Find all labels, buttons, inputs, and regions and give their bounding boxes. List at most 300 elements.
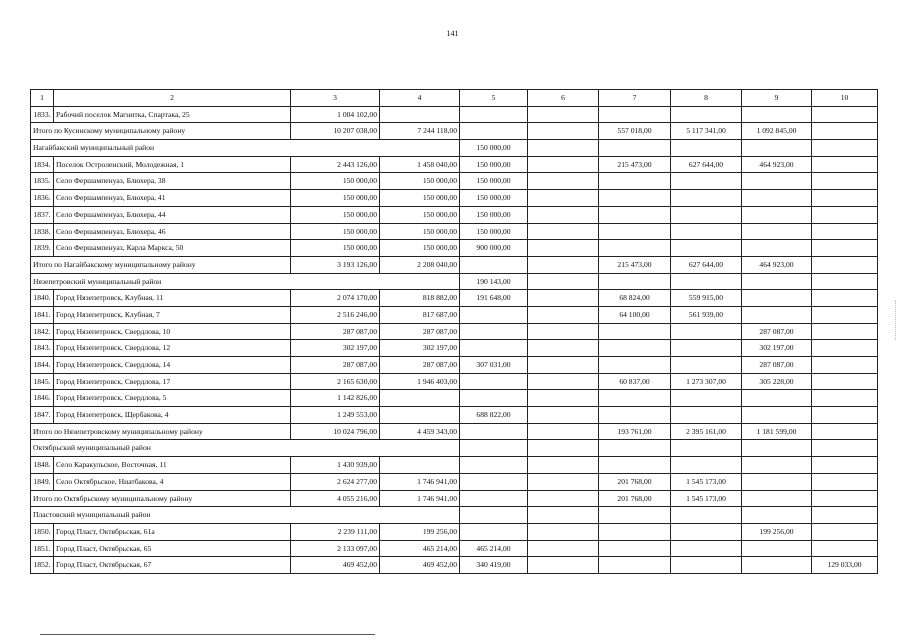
scan-artifact	[895, 300, 899, 340]
value-cell-10	[812, 190, 878, 207]
value-cell-6	[528, 240, 599, 257]
value-cell-9	[742, 273, 812, 290]
total-label: Итого по Нагайбакскому муниципальному району	[31, 256, 291, 273]
value-cell-3: 150 000,00	[291, 190, 380, 207]
value-cell-3: 287 087,00	[291, 323, 380, 340]
value-cell-3: 302 197,00	[291, 340, 380, 357]
value-cell-7: 193 761,00	[599, 423, 671, 440]
value-cell-8	[671, 507, 742, 524]
address-cell: Село Фершампенуаз, Блюхера, 44	[54, 206, 291, 223]
value-cell-5: 465 214,00	[460, 540, 528, 557]
value-cell-7	[599, 273, 671, 290]
table-row	[31, 357, 878, 374]
value-cell-10	[812, 156, 878, 173]
row-number: 1846.	[31, 390, 54, 407]
table-row	[31, 206, 878, 223]
value-cell-7	[599, 457, 671, 474]
address-cell: Рабочий поселок Магнитка, Спартака, 25	[54, 106, 291, 123]
value-cell-8	[671, 106, 742, 123]
district-name: Пластовский муниципальный район	[31, 507, 460, 524]
column-header: 10	[812, 90, 878, 107]
value-cell-7	[599, 240, 671, 257]
value-cell-9	[742, 457, 812, 474]
value-cell-9	[742, 290, 812, 307]
value-cell-3: 2 074 170,00	[291, 290, 380, 307]
value-cell-9	[742, 557, 812, 574]
value-cell-10	[812, 323, 878, 340]
value-cell-8: 1 545 173,00	[671, 473, 742, 490]
address-cell: Город Нязепетровск, Щербакова, 4	[54, 407, 291, 424]
value-cell-8: 561 939,00	[671, 306, 742, 323]
row-number: 1851.	[31, 540, 54, 557]
value-cell-4: 150 000,00	[380, 223, 460, 240]
row-number: 1850.	[31, 523, 54, 540]
value-cell-3: 150 000,00	[291, 206, 380, 223]
value-cell-9	[742, 206, 812, 223]
value-cell-10	[812, 373, 878, 390]
table-header-row	[31, 90, 878, 107]
value-cell-5: 150 000,00	[460, 173, 528, 190]
value-cell-5: 150 000,00	[460, 140, 528, 157]
value-cell-4: 465 214,00	[380, 540, 460, 557]
value-cell-10	[812, 490, 878, 507]
value-cell-4	[380, 457, 460, 474]
row-number: 1837.	[31, 206, 54, 223]
value-cell-10	[812, 540, 878, 557]
value-cell-5	[460, 423, 528, 440]
row-number: 1836.	[31, 190, 54, 207]
district-header-row	[31, 273, 878, 290]
value-cell-6	[528, 357, 599, 374]
value-cell-7	[599, 190, 671, 207]
value-cell-5	[460, 523, 528, 540]
row-number: 1833.	[31, 106, 54, 123]
value-cell-8	[671, 240, 742, 257]
value-cell-4: 817 687,00	[380, 306, 460, 323]
value-cell-6	[528, 540, 599, 557]
district-name: Октябрьский муниципальный район	[31, 440, 460, 457]
total-row	[31, 256, 878, 273]
value-cell-5	[460, 306, 528, 323]
value-cell-10	[812, 140, 878, 157]
table-row	[31, 540, 878, 557]
value-cell-3: 2 516 246,00	[291, 306, 380, 323]
column-header: 7	[599, 90, 671, 107]
value-cell-6	[528, 423, 599, 440]
table-row	[31, 457, 878, 474]
row-number: 1848.	[31, 457, 54, 474]
value-cell-4: 287 087,00	[380, 323, 460, 340]
value-cell-10	[812, 123, 878, 140]
row-number: 1840.	[31, 290, 54, 307]
value-cell-5	[460, 340, 528, 357]
value-cell-9: 199 256,00	[742, 523, 812, 540]
value-cell-9	[742, 490, 812, 507]
address-cell: Поселок Остроленский, Молодежная, 1	[54, 156, 291, 173]
value-cell-8	[671, 173, 742, 190]
value-cell-4	[380, 390, 460, 407]
value-cell-6	[528, 557, 599, 574]
value-cell-7	[599, 106, 671, 123]
register-table	[30, 89, 878, 574]
row-number: 1843.	[31, 340, 54, 357]
value-cell-6	[528, 306, 599, 323]
value-cell-6	[528, 223, 599, 240]
table-row	[31, 340, 878, 357]
value-cell-8	[671, 540, 742, 557]
row-number: 1845.	[31, 373, 54, 390]
value-cell-10	[812, 106, 878, 123]
value-cell-7: 68 824,00	[599, 290, 671, 307]
value-cell-8: 1 545 173,00	[671, 490, 742, 507]
value-cell-7	[599, 323, 671, 340]
value-cell-9	[742, 106, 812, 123]
district-header-row	[31, 140, 878, 157]
value-cell-7	[599, 440, 671, 457]
value-cell-8: 5 117 341,00	[671, 123, 742, 140]
value-cell-8	[671, 390, 742, 407]
district-header-row	[31, 440, 878, 457]
value-cell-7: 60 837,00	[599, 373, 671, 390]
value-cell-9	[742, 440, 812, 457]
address-cell: Город Пласт, Октябрьская, 61а	[54, 523, 291, 540]
value-cell-8: 627 644,00	[671, 256, 742, 273]
value-cell-6	[528, 457, 599, 474]
table-row	[31, 106, 878, 123]
value-cell-7: 215 473,00	[599, 256, 671, 273]
value-cell-10	[812, 223, 878, 240]
total-label: Итого по Кусинскому муниципальному району	[31, 123, 291, 140]
value-cell-7	[599, 140, 671, 157]
value-cell-5: 340 419,00	[460, 557, 528, 574]
district-name: Нязепетровский муниципальный район	[31, 273, 460, 290]
row-number: 1844.	[31, 357, 54, 374]
row-number: 1834.	[31, 156, 54, 173]
value-cell-10	[812, 290, 878, 307]
value-cell-7: 64 100,00	[599, 306, 671, 323]
value-cell-3: 4 055 216,00	[291, 490, 380, 507]
value-cell-10: 129 033,00	[812, 557, 878, 574]
value-cell-4: 1 746 941,00	[380, 473, 460, 490]
value-cell-4: 150 000,00	[380, 190, 460, 207]
value-cell-8	[671, 190, 742, 207]
value-cell-6	[528, 390, 599, 407]
value-cell-6	[528, 490, 599, 507]
value-cell-7: 201 768,00	[599, 473, 671, 490]
value-cell-4: 1 458 040,00	[380, 156, 460, 173]
row-number: 1835.	[31, 173, 54, 190]
value-cell-6	[528, 290, 599, 307]
value-cell-10	[812, 457, 878, 474]
column-header: 5	[460, 90, 528, 107]
value-cell-8	[671, 323, 742, 340]
table-row	[31, 290, 878, 307]
value-cell-3: 150 000,00	[291, 223, 380, 240]
value-cell-3: 2 443 126,00	[291, 156, 380, 173]
table-row	[31, 156, 878, 173]
value-cell-9	[742, 173, 812, 190]
value-cell-6	[528, 190, 599, 207]
value-cell-4	[380, 106, 460, 123]
value-cell-4: 469 452,00	[380, 557, 460, 574]
value-cell-10	[812, 407, 878, 424]
row-number: 1852.	[31, 557, 54, 574]
value-cell-10	[812, 340, 878, 357]
value-cell-6	[528, 140, 599, 157]
district-name: Нагайбакский муниципальный район	[31, 140, 460, 157]
value-cell-7	[599, 223, 671, 240]
address-cell: Село Фершампенуаз, Блюхера, 41	[54, 190, 291, 207]
value-cell-5: 307 031,00	[460, 357, 528, 374]
value-cell-5: 900 000,00	[460, 240, 528, 257]
value-cell-9	[742, 407, 812, 424]
value-cell-5	[460, 390, 528, 407]
value-cell-9: 464 923,00	[742, 256, 812, 273]
value-cell-8	[671, 273, 742, 290]
value-cell-5	[460, 106, 528, 123]
value-cell-7	[599, 540, 671, 557]
value-cell-3: 2 165 630,00	[291, 373, 380, 390]
value-cell-9: 287 087,00	[742, 357, 812, 374]
value-cell-4: 150 000,00	[380, 240, 460, 257]
total-label: Итого по Октябрьскому муниципальному району	[31, 490, 291, 507]
value-cell-4: 2 208 040,00	[380, 256, 460, 273]
value-cell-8: 1 273 307,00	[671, 373, 742, 390]
district-header-row	[31, 507, 878, 524]
address-cell: Город Нязепетровск, Клубная, 11	[54, 290, 291, 307]
value-cell-3: 1 004 102,00	[291, 106, 380, 123]
value-cell-4	[380, 407, 460, 424]
value-cell-9	[742, 540, 812, 557]
value-cell-10	[812, 357, 878, 374]
value-cell-3: 3 193 126,00	[291, 256, 380, 273]
address-cell: Город Нязепетровск, Клубная, 7	[54, 306, 291, 323]
value-cell-4: 818 882,00	[380, 290, 460, 307]
address-cell: Село Фершампенуаз, Блюхера, 38	[54, 173, 291, 190]
value-cell-9	[742, 240, 812, 257]
row-number: 1842.	[31, 323, 54, 340]
row-number: 1847.	[31, 407, 54, 424]
address-cell: Город Нязепетровск, Свердлова, 17	[54, 373, 291, 390]
value-cell-8	[671, 223, 742, 240]
table-row	[31, 523, 878, 540]
value-cell-6	[528, 507, 599, 524]
value-cell-6	[528, 206, 599, 223]
value-cell-5	[460, 457, 528, 474]
column-header: 8	[671, 90, 742, 107]
value-cell-3: 2 133 097,00	[291, 540, 380, 557]
value-cell-4: 287 087,00	[380, 357, 460, 374]
value-cell-3: 287 087,00	[291, 357, 380, 374]
value-cell-7	[599, 206, 671, 223]
value-cell-9	[742, 223, 812, 240]
value-cell-10	[812, 390, 878, 407]
value-cell-6	[528, 156, 599, 173]
value-cell-9	[742, 190, 812, 207]
value-cell-5: 150 000,00	[460, 223, 528, 240]
value-cell-5: 150 000,00	[460, 190, 528, 207]
value-cell-8	[671, 523, 742, 540]
value-cell-9: 287 087,00	[742, 323, 812, 340]
address-cell: Город Нязепетровск, Свердлова, 12	[54, 340, 291, 357]
value-cell-5	[460, 490, 528, 507]
value-cell-7	[599, 357, 671, 374]
value-cell-10	[812, 473, 878, 490]
value-cell-7: 201 768,00	[599, 490, 671, 507]
column-header: 6	[528, 90, 599, 107]
table-row	[31, 407, 878, 424]
table-row	[31, 190, 878, 207]
value-cell-10	[812, 423, 878, 440]
value-cell-9	[742, 306, 812, 323]
value-cell-8	[671, 340, 742, 357]
value-cell-8	[671, 140, 742, 157]
total-row	[31, 123, 878, 140]
value-cell-8	[671, 457, 742, 474]
table-row	[31, 323, 878, 340]
row-number: 1839.	[31, 240, 54, 257]
value-cell-10	[812, 206, 878, 223]
value-cell-5: 688 822,00	[460, 407, 528, 424]
value-cell-6	[528, 256, 599, 273]
value-cell-4: 199 256,00	[380, 523, 460, 540]
value-cell-6	[528, 440, 599, 457]
value-cell-5: 150 000,00	[460, 206, 528, 223]
value-cell-3: 150 000,00	[291, 240, 380, 257]
table-row	[31, 173, 878, 190]
value-cell-4: 150 000,00	[380, 206, 460, 223]
value-cell-4: 150 000,00	[380, 173, 460, 190]
value-cell-9	[742, 507, 812, 524]
value-cell-6	[528, 323, 599, 340]
value-cell-6	[528, 373, 599, 390]
address-cell: Село Фершампенуаз, Блюхера, 46	[54, 223, 291, 240]
address-cell: Село Каракульское, Восточная, 11	[54, 457, 291, 474]
table-row	[31, 223, 878, 240]
value-cell-10	[812, 173, 878, 190]
value-cell-5	[460, 373, 528, 390]
value-cell-5	[460, 323, 528, 340]
table-row	[31, 390, 878, 407]
value-cell-6	[528, 523, 599, 540]
value-cell-4: 4 459 343,00	[380, 423, 460, 440]
address-cell: Село Октябрьское, Ниатбакова, 4	[54, 473, 291, 490]
total-label: Итого по Нязепетровскому муниципальному району	[31, 423, 291, 440]
total-row	[31, 423, 878, 440]
value-cell-8	[671, 407, 742, 424]
table-row	[31, 373, 878, 390]
address-cell: Село Фершампенуаз, Карла Маркса, 50	[54, 240, 291, 257]
column-header: 1	[31, 90, 54, 107]
value-cell-5	[460, 123, 528, 140]
value-cell-4: 302 197,00	[380, 340, 460, 357]
value-cell-9	[742, 140, 812, 157]
value-cell-6	[528, 473, 599, 490]
value-cell-10	[812, 306, 878, 323]
value-cell-4: 1 946 403,00	[380, 373, 460, 390]
value-cell-7	[599, 523, 671, 540]
address-cell: Город Нязепетровск, Свердлова, 14	[54, 357, 291, 374]
address-cell: Город Пласт, Октябрьская, 67	[54, 557, 291, 574]
address-cell: Город Нязепетровск, Свердлова, 10	[54, 323, 291, 340]
value-cell-8: 627 644,00	[671, 156, 742, 173]
value-cell-8	[671, 206, 742, 223]
value-cell-9: 302 197,00	[742, 340, 812, 357]
value-cell-5	[460, 507, 528, 524]
column-header: 2	[54, 90, 291, 107]
value-cell-7	[599, 507, 671, 524]
value-cell-5	[460, 256, 528, 273]
value-cell-3: 1 249 553,00	[291, 407, 380, 424]
value-cell-9	[742, 390, 812, 407]
value-cell-8	[671, 440, 742, 457]
value-cell-9: 464 923,00	[742, 156, 812, 173]
footnote-separator	[40, 634, 375, 635]
value-cell-3: 2 624 277,00	[291, 473, 380, 490]
value-cell-10	[812, 256, 878, 273]
table-row	[31, 306, 878, 323]
value-cell-10	[812, 240, 878, 257]
value-cell-10	[812, 440, 878, 457]
value-cell-4: 1 746 941,00	[380, 490, 460, 507]
value-cell-7	[599, 390, 671, 407]
value-cell-6	[528, 123, 599, 140]
value-cell-6	[528, 106, 599, 123]
value-cell-3: 150 000,00	[291, 173, 380, 190]
value-cell-8	[671, 357, 742, 374]
table-row	[31, 473, 878, 490]
row-number: 1841.	[31, 306, 54, 323]
value-cell-9: 1 181 599,00	[742, 423, 812, 440]
value-cell-3: 10 207 038,00	[291, 123, 380, 140]
address-cell: Город Нязепетровск, Свердлова, 5	[54, 390, 291, 407]
value-cell-8: 559 915,00	[671, 290, 742, 307]
value-cell-10	[812, 273, 878, 290]
column-header: 3	[291, 90, 380, 107]
value-cell-8: 2 395 161,00	[671, 423, 742, 440]
value-cell-3: 10 024 796,00	[291, 423, 380, 440]
value-cell-6	[528, 340, 599, 357]
value-cell-7	[599, 340, 671, 357]
value-cell-9: 1 092 845,00	[742, 123, 812, 140]
page-number: 141	[446, 29, 459, 38]
column-header: 9	[742, 90, 812, 107]
value-cell-7	[599, 407, 671, 424]
value-cell-5	[460, 473, 528, 490]
value-cell-10	[812, 523, 878, 540]
address-cell: Город Пласт, Октябрьская, 65	[54, 540, 291, 557]
row-number: 1849.	[31, 473, 54, 490]
value-cell-7	[599, 173, 671, 190]
value-cell-9: 305 228,00	[742, 373, 812, 390]
value-cell-3: 1 430 939,00	[291, 457, 380, 474]
value-cell-3: 1 142 826,00	[291, 390, 380, 407]
table-row	[31, 240, 878, 257]
value-cell-5: 191 648,00	[460, 290, 528, 307]
value-cell-7: 215 473,00	[599, 156, 671, 173]
value-cell-3: 469 452,00	[291, 557, 380, 574]
value-cell-9	[742, 473, 812, 490]
row-number: 1838.	[31, 223, 54, 240]
value-cell-4: 7 244 118,00	[380, 123, 460, 140]
value-cell-5: 190 143,00	[460, 273, 528, 290]
value-cell-6	[528, 273, 599, 290]
value-cell-3: 2 239 111,00	[291, 523, 380, 540]
value-cell-6	[528, 173, 599, 190]
column-header: 4	[380, 90, 460, 107]
total-row	[31, 490, 878, 507]
value-cell-5	[460, 440, 528, 457]
